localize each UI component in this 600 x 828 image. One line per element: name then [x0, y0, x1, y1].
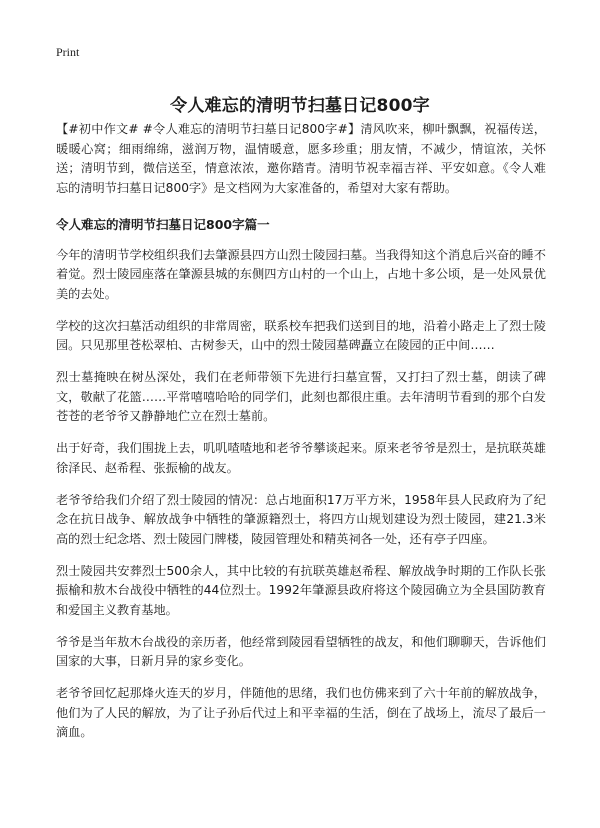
- body-paragraph-1: 今年的清明节学校组织我们去肇源县四方山烈士陵园扫墓。当我得知这个消息后兴奋的睡不着觉。烈士陵园座落在肇源县城的东侧四方山村的一个山上，占地十多公顷，是一处风景优美的去处。: [56, 247, 546, 301]
- body-paragraph-7: 爷爷是当年敖木台战役的亲历者，他经常到陵园看望牺牲的战友，和他们聊聊天，告诉他们国家的大事，日新月异的家乡变化。: [56, 634, 546, 668]
- body-paragraph-3: 烈士墓掩映在树丛深处，我们在老师带领下先进行扫墓宣誓，又打扫了烈士墓，朗读了碑文，敬献了花篮……平常嘻嘻哈哈的同学们，此刻也都很庄重。去年清明节看到的那个白发苍苍的老爷爷又静静地伫立在烈士墓前。: [56, 370, 546, 423]
- article-body: [56, 120, 546, 755]
- intro-paragraph: 【#初中作文# #令人难忘的清明节扫墓日记800字#】清风吹来，柳叶飘飘，祝福传送，暖暖心窝；细雨绵绵，滋润万物，温情暖意，愿多珍重；朋友情，不减少，情谊浓，关怀送；清明节到，微信送至，情意浓浓，邀你踏青。清明节祝幸福吉祥、平安如意。《令人难忘的清明节扫墓日记800字》是文档网为大家准备的，希望对大家有帮助。: [56, 122, 546, 195]
- page-title: 令人难忘的清明节扫墓日记800字: [170, 96, 430, 117]
- body-paragraph-2: 学校的这次扫墓活动组织的非常周密，联系校车把我们送到目的地，沿着小路走上了烈士陵园。只见那里苍松翠柏、古树参天，山中的烈士陵园墓碑矗立在陵园的正中间……: [56, 318, 546, 352]
- body-paragraph-6: 烈士陵园共安葬烈士500余人，其中比较的有抗联英雄赵希程、解放战争时期的工作队长张振榆和敖木台战役中牺牲的44位烈士。1992年肇源县政府将这个陵园确立为全县国防教育和爱国主义教育基地。: [56, 563, 546, 617]
- body-paragraph-5: 老爷爷给我们介绍了烈士陵园的情况：总占地面积17万平方米，1958年县人民政府为了纪念在抗日战争、解放战争中牺牲的肇源籍烈士，将四方山规划建设为烈士陵园，建21.3米高的烈士纪念塔、烈士陵园门牌楼，陵园管理处和精英祠各一处，还有亭子四座。: [56, 492, 546, 546]
- print-link[interactable]: Print: [56, 45, 80, 59]
- body-paragraph-4: 出于好奇，我们围拢上去，叽叽喳喳地和老爷爷攀谈起来。原来老爷爷是烈士，是抗联英雄徐泽民、赵希程、张振榆的战友。: [56, 441, 546, 475]
- section-heading: 令人难忘的清明节扫墓日记800字篇一: [56, 217, 270, 232]
- body-paragraph-8: 老爷爷回忆起那烽火连天的岁月，伴随他的思绪，我们也仿佛来到了六十年前的解放战争，他们为了人民的解放，为了让子孙后代过上和平幸福的生活，倒在了战场上，流尽了最后一滴血。: [56, 686, 546, 739]
